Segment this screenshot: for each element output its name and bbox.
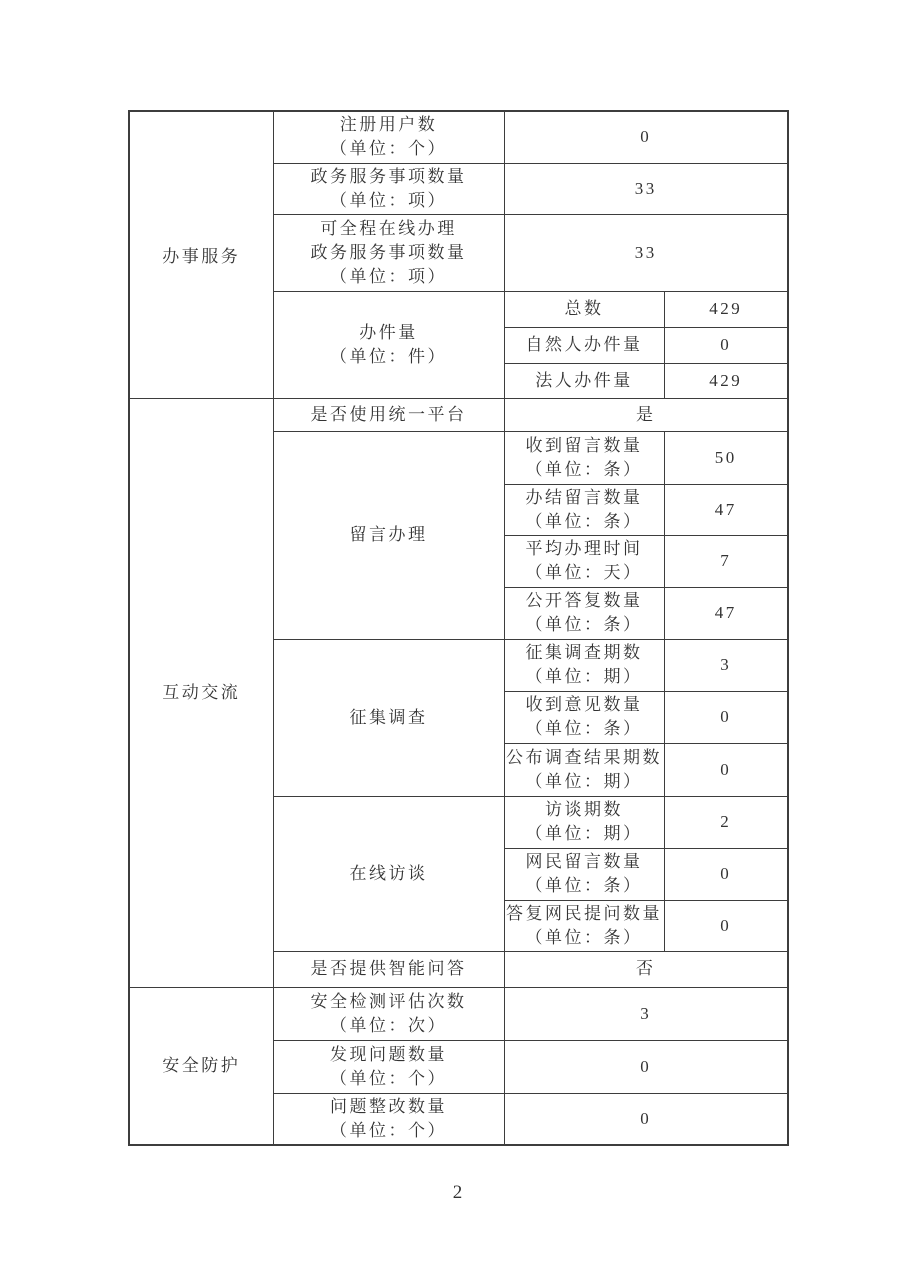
label-cell-survey: 征集调查 [273, 639, 504, 796]
sublabel-cell-avg-handling-time [504, 535, 664, 587]
value-cell-public-replies: 47 [664, 587, 788, 639]
group-label: 互动交流 [162, 682, 241, 702]
label-line: 问题整改数量 [330, 1096, 447, 1116]
value-cell-total: 429 [664, 291, 788, 327]
unit-line: （单位：条） [525, 876, 643, 895]
label-line: 可全程在线办理 [320, 218, 457, 238]
value-cell-problems-found: 0 [504, 1040, 788, 1093]
label-cell-service-items [273, 163, 504, 214]
label-line: 办件量 [359, 322, 418, 342]
unit-line: （单位：项） [330, 266, 447, 286]
value-cell-smart-qa: 否 [504, 951, 788, 987]
label-cell-online-service-items [273, 214, 504, 291]
value-cell-registered-users: 0 [504, 111, 788, 163]
sublabel-cell-opinions-received [504, 691, 664, 743]
sublabel-cell-messages-received [504, 431, 664, 484]
unit-line: （单位：条） [525, 615, 643, 634]
label-line: 注册用户数 [339, 115, 438, 135]
label-line: 收到留言数量 [525, 435, 643, 455]
value-cell-results-published: 0 [664, 743, 788, 796]
unit-line: （单位：次） [330, 1015, 447, 1035]
value-cell-legal-person: 429 [664, 363, 788, 398]
value-cell-online-service-items: 33 [504, 214, 788, 291]
value-cell-messages-received: 50 [664, 431, 788, 484]
unit-line: （单位：项） [330, 190, 447, 210]
label-line: 发现问题数量 [330, 1044, 447, 1064]
page-number: 2 [452, 1182, 463, 1203]
group-cell-anquan-fanghu [129, 987, 273, 1145]
label-line: 办结留言数量 [525, 487, 643, 507]
value-cell-problems-rectified: 0 [504, 1093, 788, 1145]
label-cell-problems-rectified [273, 1093, 504, 1145]
value-cell-unified-platform: 是 [504, 398, 788, 431]
sublabel-cell-legal-person: 法人办件量 [504, 363, 664, 398]
group-cell-hudong-jiaoliu [129, 398, 273, 987]
label-line: 网民留言数量 [525, 852, 643, 871]
value-cell-opinions-received: 0 [664, 691, 788, 743]
sublabel-cell-messages-completed [504, 484, 664, 535]
sublabel-cell-netizen-messages [504, 848, 664, 900]
value-cell-natural-person: 0 [664, 327, 788, 363]
label-cell-security-assessments [273, 987, 504, 1040]
group-label: 安全防护 [162, 1055, 241, 1075]
value-cell-interview-periods: 2 [664, 796, 788, 848]
sublabel-cell-survey-periods [504, 639, 664, 691]
sublabel-cell-natural-person: 自然人办件量 [504, 327, 664, 363]
label-cell-case-volume [273, 291, 504, 398]
value-cell-messages-completed: 47 [664, 484, 788, 535]
label-cell-smart-qa: 是否提供智能问答 [273, 951, 504, 987]
unit-line: （单位：件） [330, 346, 447, 366]
label-cell-message-handling: 留言办理 [273, 431, 504, 639]
table-row [129, 398, 788, 431]
value-cell-survey-periods: 3 [664, 639, 788, 691]
label-cell-registered-users [273, 111, 504, 163]
group-label: 办事服务 [162, 247, 241, 267]
label-line: 平均办理时间 [525, 539, 643, 558]
unit-line: （单位：期） [525, 771, 643, 791]
sublabel-cell-results-published [504, 743, 664, 796]
sublabel-cell-interview-periods [504, 796, 664, 848]
label-cell-unified-platform: 是否使用统一平台 [273, 398, 504, 431]
annual-report-table [128, 110, 789, 1146]
label-line: 答复网民提问数量 [506, 903, 662, 923]
table-row [129, 111, 788, 163]
label-line: 访谈期数 [545, 800, 623, 819]
value-cell-netizen-messages: 0 [664, 848, 788, 900]
label-line: 公开答复数量 [525, 591, 643, 610]
unit-line: （单位：条） [525, 927, 643, 947]
unit-line: （单位：条） [525, 719, 643, 738]
unit-line: （单位：个） [330, 139, 447, 159]
unit-line: （单位：条） [525, 511, 643, 531]
label-line: 征集调查期数 [525, 643, 643, 662]
table-row [129, 987, 788, 1040]
label-line: 安全检测评估次数 [310, 991, 467, 1011]
label-cell-problems-found [273, 1040, 504, 1093]
value-cell-service-items: 33 [504, 163, 788, 214]
label-line: 公布调查结果期数 [506, 747, 662, 767]
unit-line: （单位：个） [330, 1120, 447, 1140]
unit-line: （单位：个） [330, 1068, 447, 1088]
label-cell-online-interview: 在线访谈 [273, 796, 504, 951]
unit-line: （单位：期） [525, 824, 643, 843]
sublabel-cell-public-replies [504, 587, 664, 639]
unit-line: （单位：条） [525, 459, 643, 479]
label-line: 政务服务事项数量 [310, 166, 467, 186]
value-cell-security-assessments: 3 [504, 987, 788, 1040]
unit-line: （单位：天） [525, 563, 643, 582]
unit-line: （单位：期） [525, 667, 643, 686]
sublabel-cell-questions-answered [504, 900, 664, 951]
sublabel-cell-total: 总数 [504, 291, 664, 327]
value-cell-avg-handling-time: 7 [664, 535, 788, 587]
group-cell-banshi-fuwu [129, 111, 273, 398]
label-line: 政务服务事项数量 [310, 242, 467, 262]
label-line: 收到意见数量 [525, 695, 643, 714]
value-cell-questions-answered: 0 [664, 900, 788, 951]
